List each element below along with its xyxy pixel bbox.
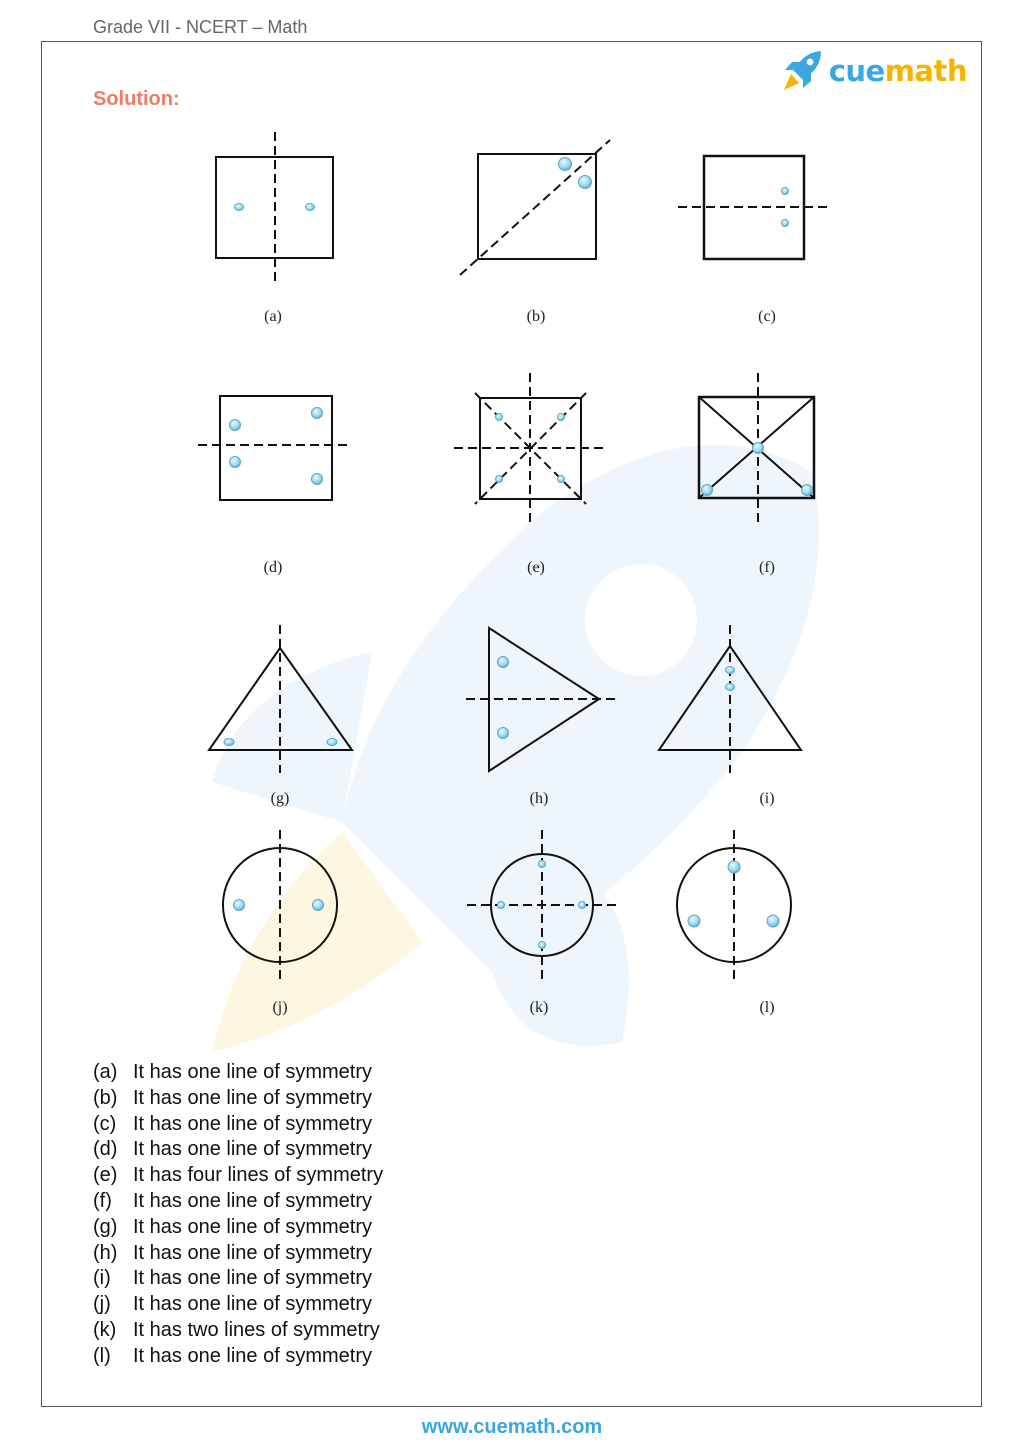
answer-label: (b): [93, 1086, 118, 1109]
answer-item: [93, 1163, 383, 1189]
answer-item: [93, 1137, 383, 1163]
figure-h: [466, 628, 616, 771]
answer-label: (h): [93, 1241, 118, 1264]
figure-l: [677, 830, 791, 980]
answer-text: It has one line of symmetry: [133, 1061, 372, 1083]
answer-label: (i): [93, 1267, 111, 1290]
answer-text: It has two lines of symmetry: [133, 1318, 380, 1341]
answer-text: It has one line of symmetry: [133, 1189, 372, 1212]
answer-item: [93, 1215, 383, 1241]
answer-text: It has one line of symmetry: [133, 1086, 372, 1109]
figure-caption: (h): [529, 790, 549, 807]
figure-g: [209, 625, 352, 773]
figure-k: [467, 830, 617, 980]
figure-caption: (c): [758, 308, 776, 325]
figure-j: [223, 830, 337, 980]
answer-text: It has one line of symmetry: [133, 1112, 372, 1135]
content-frame: [41, 41, 982, 1407]
answer-item: [93, 1292, 383, 1318]
answer-label: (j): [93, 1293, 111, 1316]
answer-label: (f): [93, 1189, 112, 1212]
answer-item: [93, 1241, 383, 1267]
figure-caption: (d): [263, 559, 283, 576]
answer-item: [93, 1266, 383, 1292]
answer-text: It has one line of symmetry: [133, 1241, 372, 1264]
footer-link[interactable]: www.cuemath.com: [421, 1416, 603, 1438]
logo-text-cue: cue: [828, 54, 885, 88]
figure-caption: (g): [270, 790, 290, 807]
answer-label: (d): [93, 1138, 118, 1161]
solution-label: Solution:: [93, 88, 180, 110]
figure-caption: (b): [526, 308, 546, 325]
figure-caption: (a): [264, 308, 282, 325]
logo-text-math: math: [884, 54, 967, 88]
answer-label: (a): [93, 1061, 118, 1083]
answer-item: [93, 1060, 383, 1086]
answers-list: [93, 1060, 383, 1370]
figure-caption: (i): [759, 790, 775, 807]
figure-e: [454, 373, 606, 523]
answer-label: (g): [93, 1215, 118, 1238]
figure-f: [699, 373, 814, 523]
answer-item: [93, 1086, 383, 1112]
figure-caption: (j): [272, 999, 288, 1016]
answer-item: [93, 1189, 383, 1215]
answer-text: It has one line of symmetry: [133, 1293, 372, 1316]
answer-text: It has one line of symmetry: [133, 1138, 372, 1161]
answer-label: (l): [93, 1344, 111, 1367]
answer-text: It has four lines of symmetry: [133, 1164, 384, 1187]
answer-item: [93, 1112, 383, 1138]
figure-caption: (l): [759, 999, 775, 1016]
answer-text: It has one line of symmetry: [133, 1215, 372, 1238]
figure-c: [678, 156, 831, 259]
figure-caption: (e): [527, 559, 545, 576]
figure-d: [198, 396, 350, 500]
answer-text: It has one line of symmetry: [133, 1267, 372, 1290]
figure-caption: (f): [759, 559, 775, 576]
answer-text: It has one line of symmetry: [133, 1344, 372, 1367]
answer-label: (k): [93, 1318, 117, 1341]
page-header: Grade VII - NCERT – Math: [93, 17, 308, 37]
figure-caption: (k): [529, 999, 549, 1016]
answer-item: [93, 1318, 383, 1344]
figure-b: [460, 140, 610, 275]
answer-label: (e): [93, 1164, 118, 1187]
figure-a: [216, 132, 333, 284]
figure-i: [659, 625, 801, 773]
answer-label: (c): [93, 1112, 117, 1135]
answer-item: [93, 1344, 383, 1370]
